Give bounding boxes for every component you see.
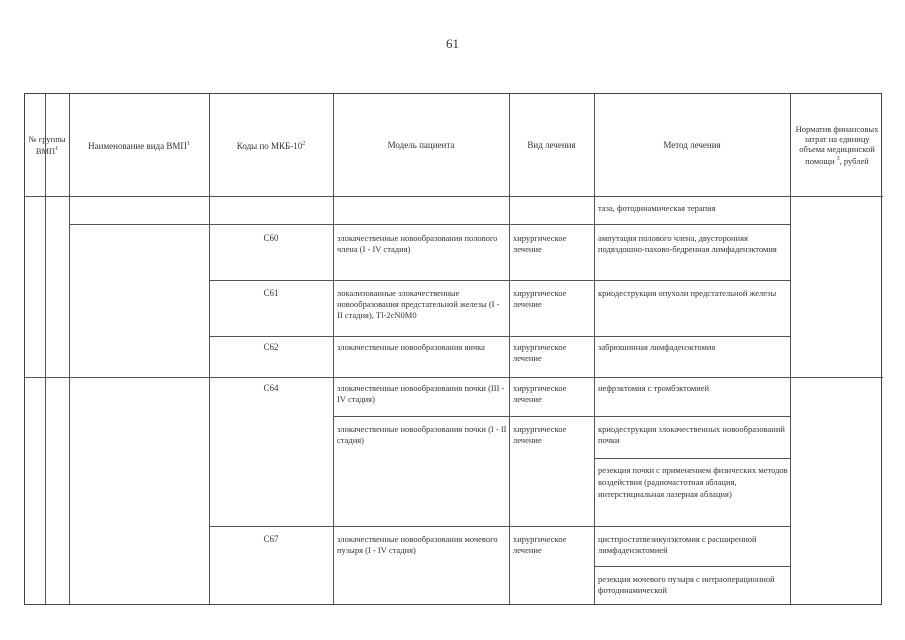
method-cell: нефрэктомия с тромбэктомией (598, 383, 710, 393)
method-cell: цистпростатвезикулэктомия с расширенной лимфаденэктомией (598, 534, 757, 555)
patient-model-cell: злокачественные новообразования мочевого пузыря (I - IV стадия) (337, 534, 498, 555)
patient-model-cell: локализованные злокачественные новообразования предстательной железы (I - II стадия), Tl-2cN0M0 (337, 288, 500, 320)
row-divider (594, 458, 790, 459)
page-number: 61 (446, 36, 459, 51)
treatment-type-cell: хирургическое лечение (513, 534, 567, 555)
icd-code-cell: C67 (263, 534, 279, 544)
icd-code-cell: C64 (263, 383, 279, 393)
header-treatment-method: Метод лечения (663, 140, 721, 150)
icd-code-cell: C60 (263, 233, 279, 243)
patient-model-cell: злокачественные новообразования почки (III - IV стадия) (337, 383, 505, 404)
medical-care-table (24, 93, 882, 605)
header-patient-model: Модель пациента (387, 140, 455, 150)
row-divider (209, 280, 790, 281)
col-divider (790, 94, 791, 604)
row-divider (25, 377, 883, 378)
treatment-type-cell: хирургическое лечение (513, 233, 567, 254)
header-treatment-type: Вид лечения (527, 140, 576, 150)
method-cell: забрюшинная лимфаденэктомия (598, 342, 716, 352)
row-divider (209, 526, 790, 527)
method-cell: криодеструкция опухоли предстательной железы (598, 288, 777, 298)
treatment-type-cell: хирургическое лечение (513, 342, 567, 363)
treatment-type-cell: хирургическое лечение (513, 288, 567, 309)
method-cell: ампутация полового члена, двусторонняя подвздошно-пахово-бедренная лимфаденэктомия (598, 233, 777, 254)
header-cost-norm: Норматив финансовых затрат на единицу объема медицинской помощи $^3$, рублей (795, 124, 879, 166)
method-cell: таза, фотодинамическая терапия (598, 203, 716, 213)
treatment-type-cell: хирургическое лечение (513, 383, 567, 404)
icd-code-cell: C62 (263, 342, 279, 352)
row-divider (69, 224, 790, 225)
method-cell: резекция мочевого пузыря с интраоперационной фотодинамической (598, 574, 775, 595)
treatment-type-cell: хирургическое лечение (513, 424, 567, 445)
header-vmp-name: Наименование вида ВМП$^1$ (88, 141, 190, 151)
method-cell: резекция почки с применением физических методов воздействия (радиочастотная аблация, интерстициальная лазерная аблация) (598, 465, 788, 499)
row-divider (594, 566, 790, 567)
icd-code-cell: C61 (263, 288, 279, 298)
header-bottom-line (25, 196, 883, 197)
patient-model-cell: злокачественные новообразования полового члена (I - IV стадия) (337, 233, 498, 254)
header-group-number: № группы ВМП$^1$ (28, 134, 66, 156)
header-icd-codes: Коды по МКБ-$10^2$ (236, 141, 306, 151)
method-cell: криодеструкция злокачественных новообразований почки (598, 424, 785, 445)
row-divider (209, 336, 790, 337)
patient-model-cell: злокачественные новообразования яичка (337, 342, 485, 352)
patient-model-cell: злокачественные новообразования почки (I - II стадия) (337, 424, 507, 445)
row-divider (333, 416, 790, 417)
